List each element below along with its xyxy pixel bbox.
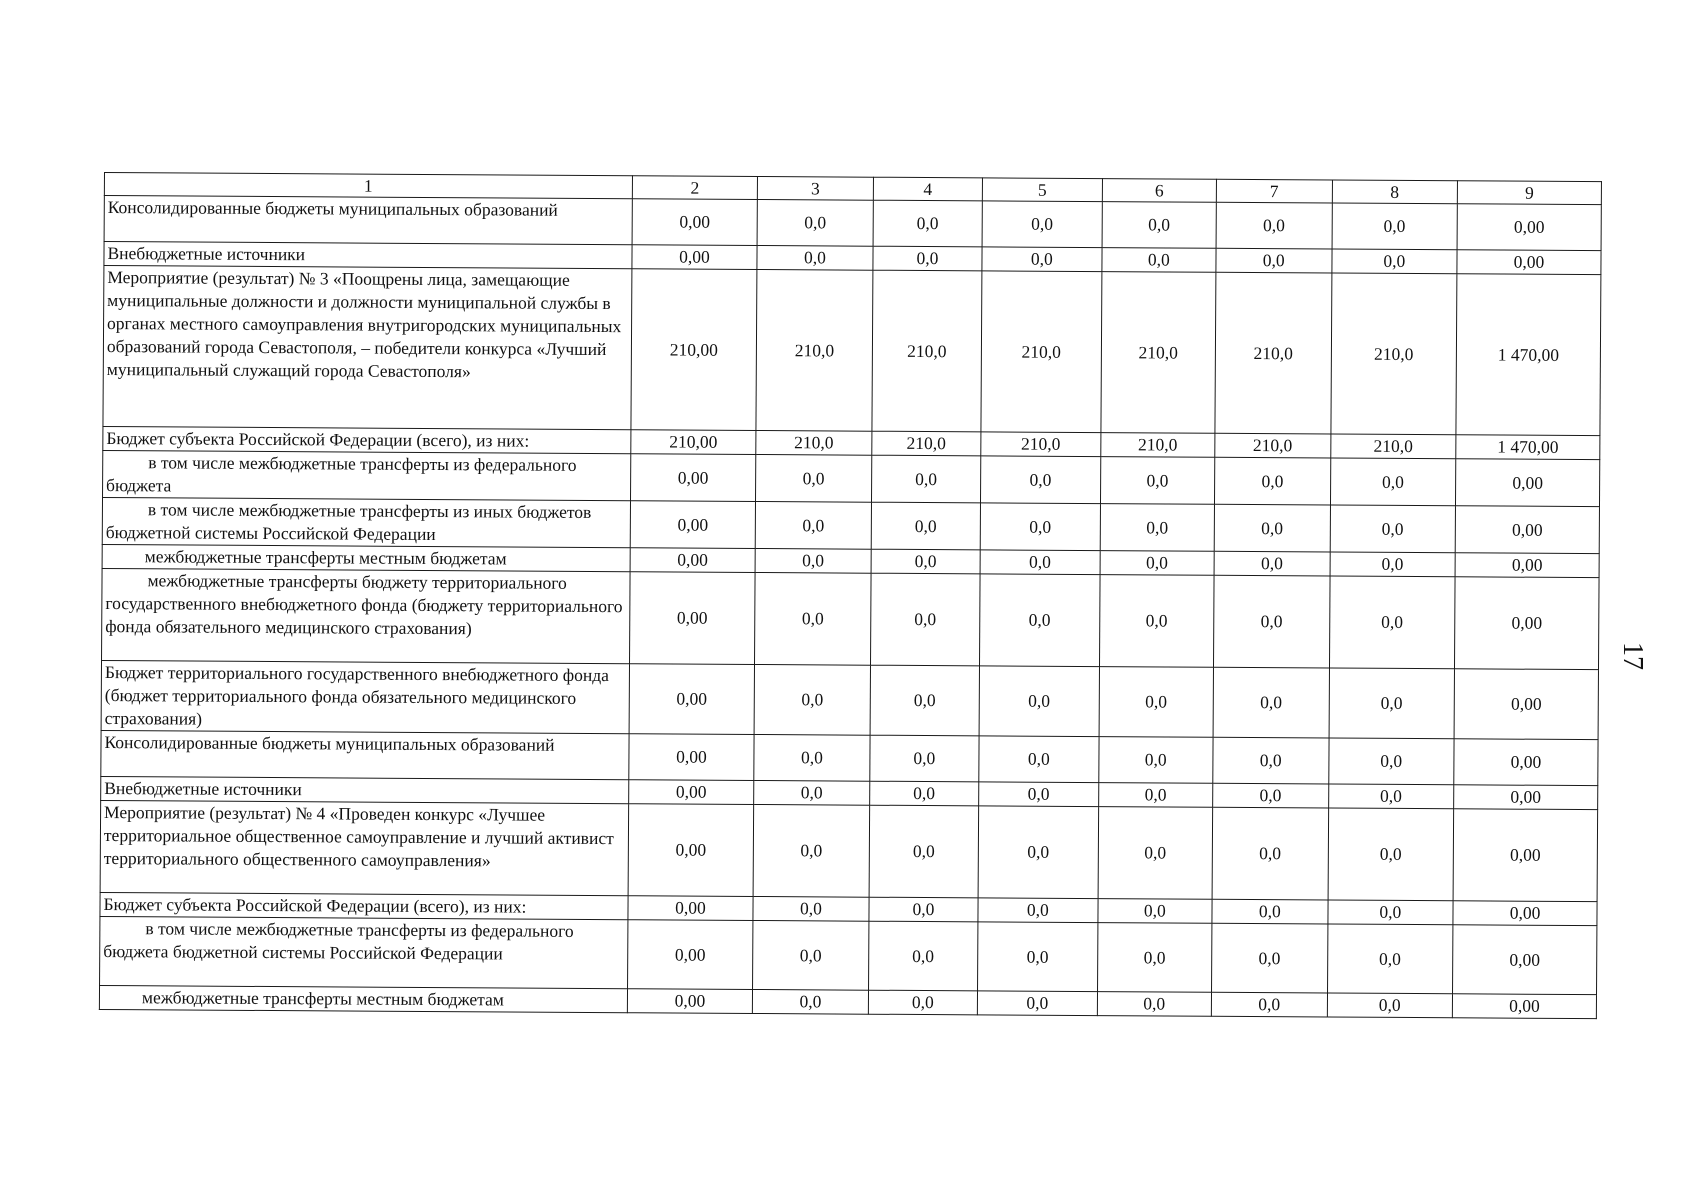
row-label: Внебюджетные источники bbox=[104, 242, 632, 269]
row-value: 210,0 bbox=[872, 431, 982, 456]
row-value: 0,0 bbox=[754, 780, 870, 805]
row-value: 0,0 bbox=[1330, 552, 1456, 577]
row-value: 0,0 bbox=[982, 247, 1102, 272]
row-label: Мероприятие (результат) № 4 «Проведен конкурс «Лучшее территориальное общественное самоуправление и лучший активист территориального общественного самоуправления» bbox=[100, 800, 628, 895]
row-value: 0,00 bbox=[1454, 739, 1598, 786]
row-value: 0,0 bbox=[1328, 738, 1454, 785]
row-value: 0,00 bbox=[1457, 204, 1601, 251]
row-value: 0,0 bbox=[873, 200, 983, 247]
row-value: 0,0 bbox=[1328, 784, 1454, 809]
row-value: 0,0 bbox=[978, 922, 1098, 992]
row-value: 0,0 bbox=[1327, 900, 1453, 925]
row-value: 0,0 bbox=[1216, 202, 1332, 249]
row-value: 0,0 bbox=[1329, 668, 1455, 739]
row-value: 0,0 bbox=[1099, 667, 1214, 738]
column-header: 8 bbox=[1332, 180, 1458, 204]
table-row bbox=[101, 660, 1598, 739]
row-value: 0,0 bbox=[1102, 202, 1217, 249]
row-value: 0,0 bbox=[1213, 667, 1329, 738]
row-value: 0,0 bbox=[1214, 575, 1330, 668]
row-value: 0,0 bbox=[1214, 551, 1330, 576]
row-value: 0,0 bbox=[1100, 504, 1215, 552]
row-label: Консолидированные бюджеты муниципальных образований bbox=[104, 196, 632, 245]
table-row bbox=[103, 266, 1601, 436]
row-label: межбюджетные трансферты бюджету территориального государственного внебюджетного фонда (бюджету территориального фонда обязательного медицинского страхования) bbox=[102, 568, 630, 663]
row-value: 0,00 bbox=[632, 245, 758, 270]
row-value: 0,0 bbox=[754, 734, 870, 781]
row-value: 0,00 bbox=[1453, 901, 1597, 926]
row-value: 0,0 bbox=[979, 736, 1099, 783]
column-header: 1 bbox=[104, 173, 632, 199]
row-value: 0,0 bbox=[756, 454, 872, 502]
row-value: 210,0 bbox=[1101, 272, 1216, 434]
row-value: 0,0 bbox=[1212, 899, 1328, 924]
row-value: 0,00 bbox=[1455, 506, 1599, 554]
budget-table bbox=[99, 172, 1602, 1019]
row-value: 210,0 bbox=[981, 271, 1101, 433]
row-label: межбюджетные трансферты местным бюджетам bbox=[102, 544, 630, 571]
row-value: 0,0 bbox=[753, 896, 869, 921]
row-value: 0,00 bbox=[1453, 925, 1597, 995]
row-value: 0,0 bbox=[982, 201, 1102, 248]
row-value: 0,0 bbox=[1100, 551, 1215, 576]
row-value: 0,00 bbox=[1454, 669, 1598, 740]
row-value: 0,0 bbox=[871, 549, 981, 574]
row-value: 0,00 bbox=[629, 572, 755, 665]
row-value: 0,0 bbox=[871, 455, 981, 503]
row-value: 210,0 bbox=[756, 430, 872, 455]
row-value: 0,0 bbox=[753, 989, 869, 1014]
row-value: 0,0 bbox=[870, 665, 980, 736]
row-value: 0,0 bbox=[870, 735, 980, 782]
row-value: 0,0 bbox=[1100, 457, 1215, 505]
table-row bbox=[102, 497, 1599, 553]
row-value: 0,0 bbox=[870, 573, 980, 666]
row-value: 210,0 bbox=[1100, 433, 1215, 458]
row-value: 0,0 bbox=[1331, 249, 1457, 274]
row-value: 0,0 bbox=[753, 920, 869, 990]
row-value: 210,0 bbox=[981, 432, 1101, 457]
row-value: 0,0 bbox=[755, 572, 871, 665]
row-value: 210,00 bbox=[631, 269, 758, 431]
row-value: 0,0 bbox=[980, 503, 1100, 551]
row-label: межбюджетные трансферты местным бюджетам bbox=[99, 985, 627, 1012]
row-label: в том числе межбюджетные трансферты из федерального бюджета bbox=[103, 450, 631, 500]
row-value: 0,0 bbox=[869, 805, 979, 898]
row-value: 0,0 bbox=[1328, 808, 1454, 901]
row-label: Внебюджетные источники bbox=[101, 776, 629, 803]
row-value: 0,0 bbox=[754, 664, 870, 735]
row-value: 0,0 bbox=[1098, 899, 1213, 924]
row-value: 210,0 bbox=[872, 270, 982, 432]
row-value: 0,0 bbox=[979, 782, 1099, 807]
row-value: 0,0 bbox=[871, 502, 981, 550]
row-label: в том числе межбюджетные трансферты из иных бюджетов бюджетной системы Российской Федерации bbox=[102, 497, 630, 547]
row-value: 0,00 bbox=[628, 896, 754, 921]
row-value: 0,00 bbox=[630, 501, 756, 549]
row-value: 0,0 bbox=[869, 897, 979, 922]
row-value: 0,0 bbox=[868, 990, 978, 1015]
row-value: 0,0 bbox=[868, 921, 978, 991]
row-value: 210,0 bbox=[756, 269, 872, 431]
table-row bbox=[100, 916, 1597, 994]
column-header: 3 bbox=[758, 176, 874, 200]
column-header: 6 bbox=[1102, 179, 1217, 203]
row-value: 0,0 bbox=[1216, 248, 1332, 273]
row-value: 0,0 bbox=[1098, 783, 1213, 808]
row-value: 0,0 bbox=[753, 804, 869, 897]
row-value: 0,0 bbox=[1329, 576, 1455, 669]
row-label: Бюджет субъекта Российской Федерации (всего), из них: bbox=[100, 892, 628, 919]
row-label: Консолидированные бюджеты муниципальных образований bbox=[101, 730, 629, 779]
row-value: 210,0 bbox=[1215, 433, 1331, 458]
row-value: 0,0 bbox=[978, 806, 1098, 899]
row-value: 0,0 bbox=[1097, 992, 1212, 1017]
row-value: 0,00 bbox=[627, 920, 753, 990]
row-value: 0,0 bbox=[757, 245, 873, 270]
row-value: 210,00 bbox=[630, 430, 756, 455]
row-value: 0,0 bbox=[1213, 737, 1329, 784]
row-value: 0,0 bbox=[979, 666, 1099, 737]
row-value: 0,0 bbox=[1102, 248, 1217, 273]
row-value: 0,00 bbox=[630, 454, 756, 502]
row-value: 0,00 bbox=[628, 734, 754, 781]
column-header: 5 bbox=[982, 178, 1102, 202]
row-value: 210,0 bbox=[1215, 272, 1331, 434]
table-row bbox=[100, 800, 1598, 901]
row-value: 0,00 bbox=[632, 199, 758, 246]
table-row bbox=[102, 568, 1600, 669]
row-value: 0,00 bbox=[628, 804, 754, 897]
budget-table-body bbox=[99, 173, 1601, 1019]
row-value: 0,0 bbox=[1214, 504, 1330, 552]
document-sheet bbox=[99, 172, 1602, 1019]
row-value: 210,0 bbox=[1330, 434, 1456, 459]
row-value: 0,00 bbox=[629, 664, 755, 735]
row-value: 0,00 bbox=[628, 780, 754, 805]
row-value: 0,0 bbox=[980, 550, 1100, 575]
row-value: 0,0 bbox=[1327, 924, 1453, 994]
row-value: 0,0 bbox=[1332, 203, 1458, 250]
row-value: 0,0 bbox=[757, 199, 873, 246]
row-value: 0,00 bbox=[1454, 785, 1598, 810]
row-value: 0,0 bbox=[981, 456, 1101, 504]
column-header: 7 bbox=[1216, 179, 1332, 203]
row-value: 0,0 bbox=[869, 781, 979, 806]
row-value: 0,00 bbox=[1452, 994, 1596, 1019]
row-label: Бюджет субъекта Российской Федерации (всего), из них: bbox=[103, 426, 631, 453]
row-value: 0,0 bbox=[977, 991, 1097, 1016]
row-value: 0,0 bbox=[755, 501, 871, 549]
row-value: 0,0 bbox=[1211, 992, 1327, 1017]
row-value: 0,0 bbox=[1098, 807, 1213, 900]
row-value: 0,0 bbox=[1099, 575, 1214, 668]
row-value: 0,0 bbox=[1213, 783, 1329, 808]
row-value: 0,00 bbox=[627, 989, 753, 1014]
row-value: 0,0 bbox=[1215, 457, 1331, 505]
row-value: 0,00 bbox=[630, 548, 756, 573]
row-value: 0,0 bbox=[1330, 505, 1456, 553]
row-value: 1 470,00 bbox=[1456, 435, 1600, 460]
row-value: 0,00 bbox=[1453, 809, 1597, 902]
row-value: 0,00 bbox=[1456, 459, 1600, 507]
row-value: 0,0 bbox=[1327, 993, 1453, 1018]
row-value: 210,0 bbox=[1330, 273, 1457, 435]
row-value: 1 470,00 bbox=[1456, 274, 1601, 436]
row-label: в том числе межбюджетные трансферты из федерального бюджета бюджетной системы Российской Федерации bbox=[100, 916, 628, 988]
column-header: 4 bbox=[873, 177, 983, 201]
row-value: 0,0 bbox=[1330, 458, 1456, 506]
row-label: Мероприятие (результат) № 3 «Поощрены лица, замещающие муниципальные должности и должности муниципальной службы в органах местного самоуправления внутригородских муниципальных образований города Севастополя, – победители конкурса «Лучший муниципальный служащий города Севастополя» bbox=[103, 266, 632, 430]
row-value: 0,0 bbox=[980, 574, 1100, 667]
row-value: 0,00 bbox=[1455, 577, 1599, 670]
row-value: 0,0 bbox=[1212, 923, 1328, 993]
page-number: 17 bbox=[1617, 642, 1648, 670]
column-header: 9 bbox=[1457, 181, 1601, 205]
row-value: 0,0 bbox=[978, 898, 1098, 923]
row-value: 0,0 bbox=[755, 548, 871, 573]
row-value: 0,00 bbox=[1455, 553, 1599, 578]
row-value: 0,0 bbox=[1098, 737, 1213, 784]
row-value: 0,0 bbox=[1212, 807, 1328, 900]
row-label: Бюджет территориального государственного внебюджетного фонда (бюджет территориального фонда обязательного медицинского страхования) bbox=[101, 660, 629, 733]
row-value: 0,00 bbox=[1457, 250, 1601, 275]
column-header: 2 bbox=[632, 176, 758, 200]
row-value: 0,0 bbox=[873, 246, 983, 271]
row-value: 0,0 bbox=[1097, 923, 1212, 993]
